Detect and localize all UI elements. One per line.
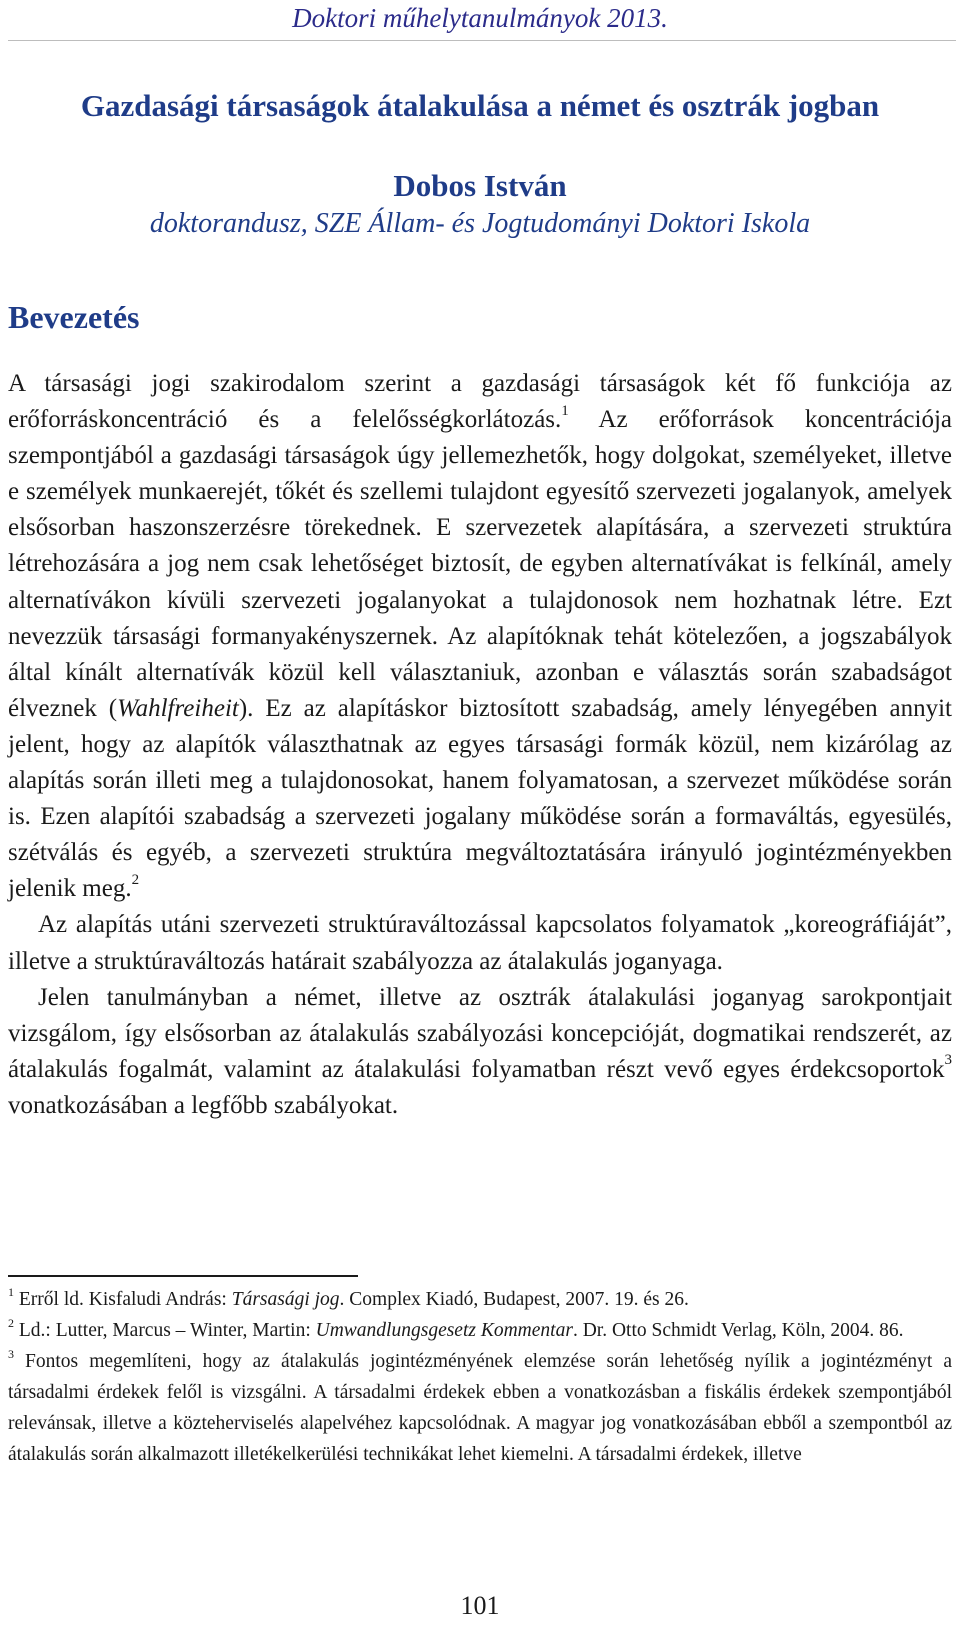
footnote-1-text-a: Erről ld. Kisfaludi András:: [14, 1289, 232, 1310]
body-text: [8, 366, 952, 1124]
paragraph-2: Az alapítás utáni szervezeti struktúraváltozással kapcsolatos folyamatok „koreográfiáját”, illetve a struktúraváltozás határait szabályozza az átalakulás joganyaga.: [8, 911, 952, 975]
emphasis-term: Wahlfreiheit: [117, 694, 239, 722]
footnote-number: 1: [8, 1284, 14, 1299]
footnotes: [8, 1284, 952, 1470]
footnote-1: [8, 1284, 952, 1315]
paragraph-3: [8, 980, 952, 1124]
footnote-2-text-b: . Dr. Otto Schmidt Verlag, Köln, 2004. 86.: [572, 1320, 904, 1341]
author-name: Dobos István: [393, 168, 567, 203]
section-heading: Bevezetés: [8, 299, 140, 335]
footnote-ref-3[interactable]: 3: [944, 1052, 952, 1069]
footnote-2-text-a: Ld.: Lutter, Marcus – Winter, Martin:: [14, 1320, 316, 1341]
footnote-number: 3: [8, 1346, 14, 1361]
footnote-ref-2[interactable]: 2: [131, 871, 140, 888]
paragraph-1-text-a: A társasági jogi szakirodalom szerint a gazdasági társaságok két fő funkciója az erőforráskoncentráció és a felelősségkorlátozás.: [8, 370, 952, 434]
paragraph-1-text-b: Az erőforrások koncentrációja szempontjából a gazdasági társaságok úgy jellemezhetők, hogy dolgokat, személyeket, illetve e személyek munkaerejét, tőkét és szellemi tulajdont egyesítő szervezeti jogalanyok, amelyek elsősorban haszonszerzésre törekednek. E szervezetek alapítására, a szervezeti struktúra létrehozására a jog nem csak lehetőséget biztosít, de egyben alternatívákat is felkínál, amely alternatívákon kívüli szervezeti jogalanyokat a tulajdonosok nem hozhatnak létre. Ezt nevezzük társasági formanyakényszernek. Az alapítóknak tehát kötelezően, a jogszabályok által kínált alternatívák közül kell választaniuk, azonban e választás során szabadságot élveznek (: [8, 406, 952, 722]
paragraph-3-text-a: Jelen tanulmányban a német, illetve az osztrák átalakulási joganyag sarokpontjait vizsgálom, így elsősorban az átalakulás szabályozási koncepcióját, dogmatikai rendszerét, az átalakulás fogalmát, valamint az átalakulási folyamatban részt vevő egyes érdekcsoportok: [8, 983, 952, 1083]
footnote-2: [8, 1315, 952, 1346]
footnote-separator: [8, 1275, 358, 1277]
footnote-number: 2: [8, 1315, 14, 1330]
footnote-ref-1[interactable]: 1: [561, 402, 569, 419]
article-title: Gazdasági társaságok átalakulása a német és osztrák jogban: [80, 88, 880, 123]
header-rule: [8, 40, 956, 41]
page-number: 101: [460, 1591, 500, 1620]
paragraph-1: [8, 366, 952, 907]
paragraph-3-text-b: vonatkozásában a legfőbb szabályokat.: [8, 1091, 399, 1119]
paragraph-1-text-c: ). Ez az alapításkor biztosított szabadság, amely lényegében annyit jelent, hogy az alapítók választhatnak az egyes társasági formák közül, nem kizárólag az alapítás során illeti meg a tulajdonosokat, hanem folyamatosan, a szervezet működése során is. Ezen alapítói szabadság a szervezeti jogalany működése során a formaváltás, egyesülés, szétválás és egyéb, a szervezeti struktúra megváltoztatására irányuló jogintézményekben jelenik meg.: [8, 694, 953, 903]
footnote-3: [8, 1346, 952, 1470]
running-header: Doktori műhelytanulmányok 2013.: [292, 3, 668, 33]
footnote-1-text-b: . Complex Kiadó, Budapest, 2007. 19. és 26.: [339, 1289, 689, 1310]
footnote-1-title: Társasági jog: [231, 1289, 340, 1310]
footnote-2-title: Umwandlungsgesetz Kommentar: [315, 1320, 573, 1341]
footnote-3-text: Fontos megemlíteni, hogy az átalakulás jogintézményének elemzése során lehetőség nyílik a jogintézményt a társadalmi érdekek felől is vizsgálni. A társadalmi érdekek ebben a vonatkozásban a fiskális érdekek szempontjából relevánsak, illetve a közteherviselés alapelvéhez kapcsolódnak. A magyar jog vonatkozásában ebből a szempontból az átalakulás során alkalmazott illetékelkerülési technikákat lehet kiemelni. A társadalmi érdekek, illetve: [8, 1351, 952, 1465]
author-affiliation: doktorandusz, SZE Állam- és Jogtudományi Doktori Iskola: [149, 208, 811, 239]
